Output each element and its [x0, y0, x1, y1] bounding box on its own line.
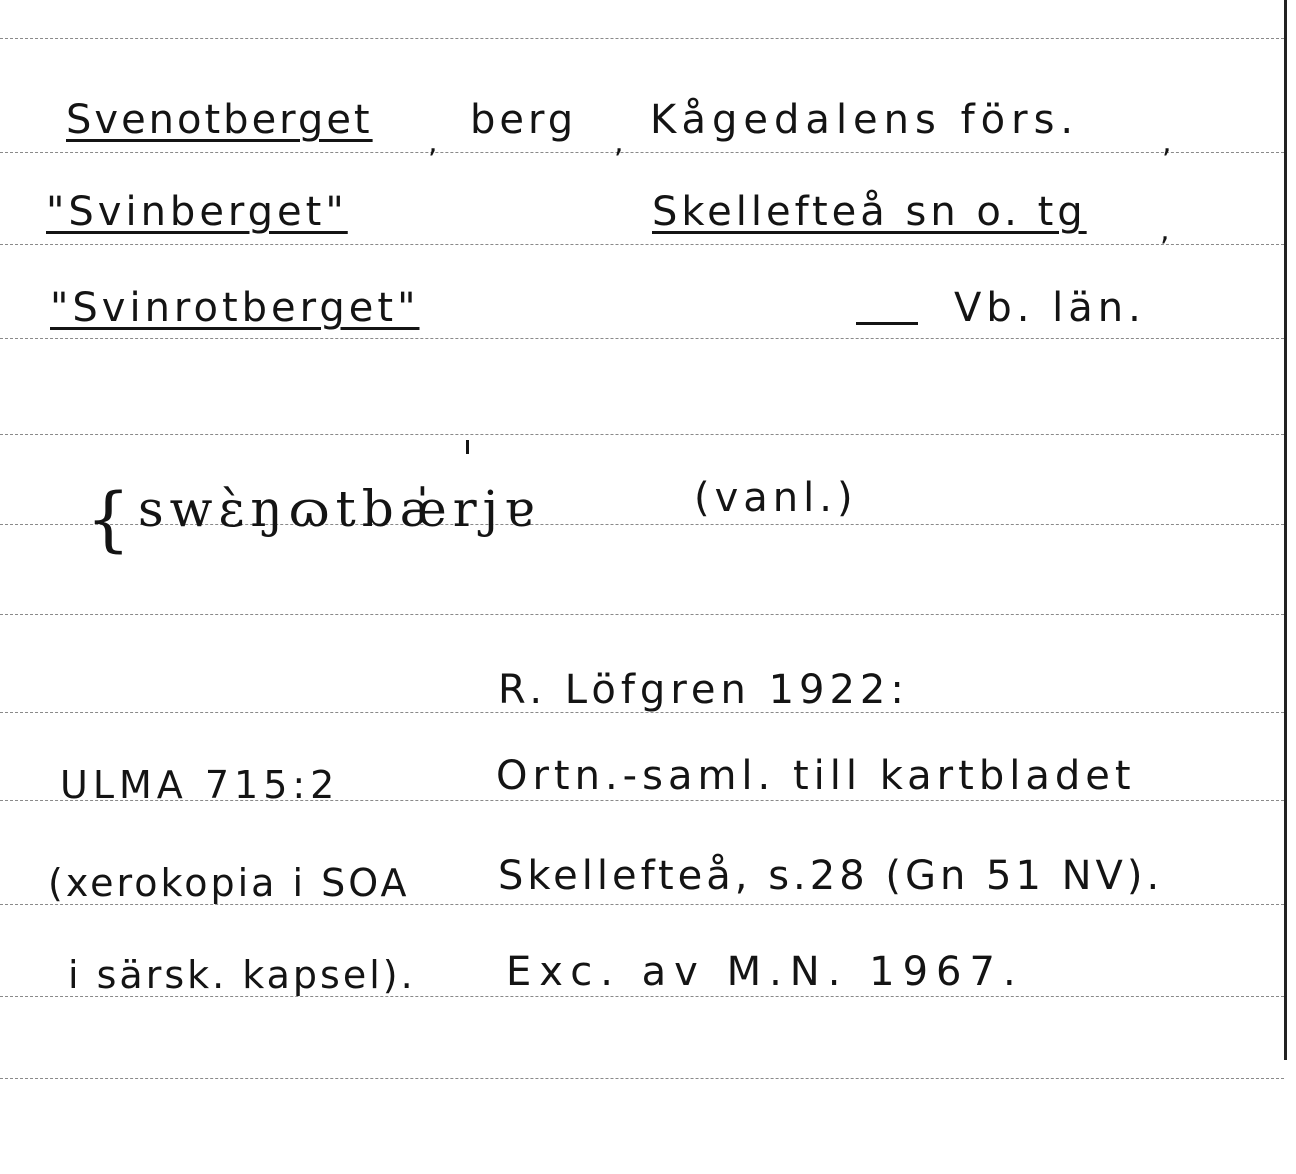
ruled-line	[0, 152, 1284, 153]
county: Vb. län.	[954, 285, 1146, 331]
variant-name-2: "Svinrotberget"	[50, 285, 420, 331]
municipality-separator: ,	[1160, 213, 1172, 248]
stress-mark	[466, 440, 469, 454]
ruled-line	[0, 244, 1284, 245]
place-type: berg	[470, 97, 578, 143]
copy-note: (xerokopia i SOA	[48, 861, 410, 905]
map-reference: Skellefteå, s.28 (Gn 51 NV).	[498, 853, 1164, 899]
excerpt-note: Exc. av M.N. 1967.	[506, 949, 1024, 995]
card-right-border	[1284, 0, 1287, 1060]
ruled-line	[0, 1078, 1284, 1079]
brace-mark: {	[86, 478, 133, 560]
phonetic-transcription: swɛ̀ŋɷtbæ̍rjɐ	[138, 480, 540, 538]
collector: R. Löfgren 1922:	[498, 667, 909, 713]
ruled-line	[0, 38, 1284, 39]
ruled-line	[0, 338, 1284, 339]
ruled-line	[0, 614, 1284, 615]
capsule-note: i särsk. kapsel).	[68, 953, 416, 997]
place-type-separator: ,	[614, 125, 626, 160]
archive-reference: ULMA 715:2	[60, 763, 340, 807]
underline-mark	[856, 322, 918, 325]
ruled-line	[0, 434, 1284, 435]
collection-description: Ortn.-saml. till kartbladet	[496, 753, 1136, 799]
place-name-separator: ,	[428, 125, 440, 160]
parish: Kågedalens förs.	[650, 97, 1080, 143]
place-name: Svenotberget	[66, 97, 373, 143]
pronunciation-note: (vanl.)	[694, 475, 858, 521]
variant-name-1: "Svinberget"	[46, 189, 348, 235]
municipality: Skellefteå sn o. tg	[652, 189, 1087, 235]
parish-separator: ,	[1162, 125, 1174, 160]
